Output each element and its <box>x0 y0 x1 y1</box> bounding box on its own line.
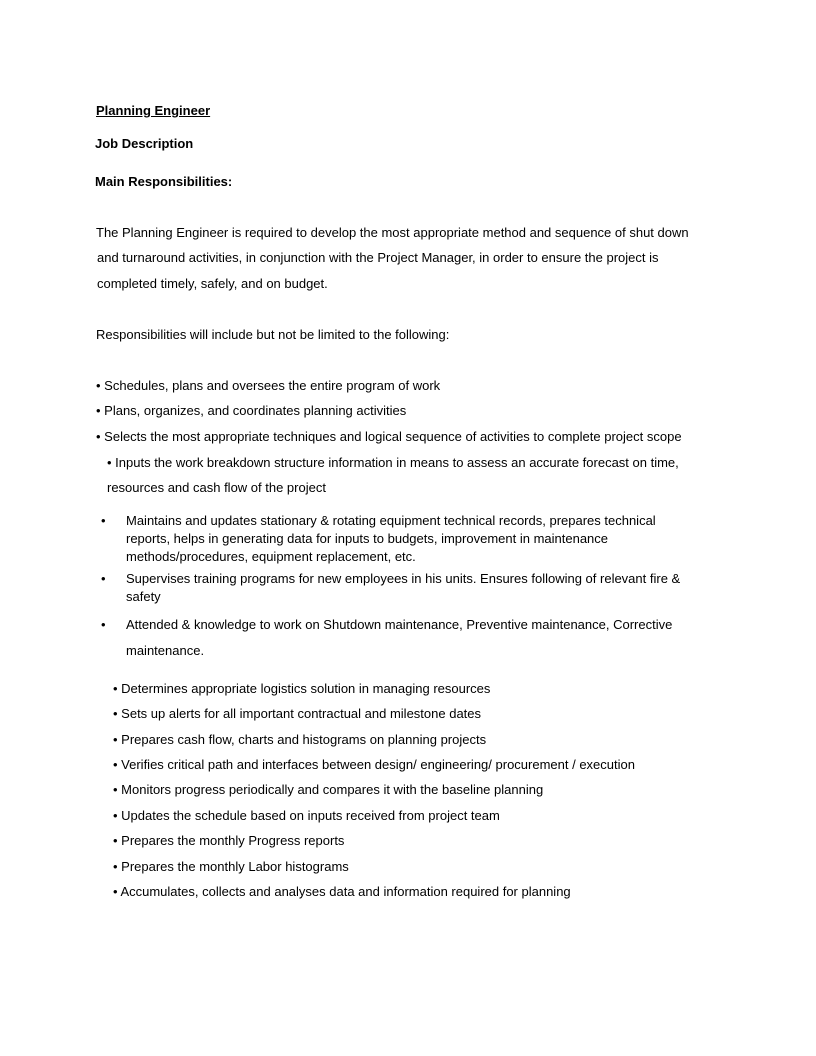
list-item: • Sets up alerts for all important contractual and milestone dates <box>113 706 482 721</box>
bullet-icon: • <box>101 571 106 586</box>
list-item: • Prepares the monthly Labor histograms <box>113 859 349 874</box>
list-item: • Verifies critical path and interfaces between design/ engineering/ procurement / execution <box>113 757 635 772</box>
intro-line: completed timely, safely, and on budget. <box>97 276 328 291</box>
list-item: • Determines appropriate logistics solution in managing resources <box>113 681 491 696</box>
list-item: • Inputs the work breakdown structure information in means to assess an accurate forecast on time, <box>107 455 679 470</box>
list-item: • Prepares cash flow, charts and histograms on planning projects <box>113 732 487 747</box>
list-item: • Updates the schedule based on inputs received from project team <box>113 808 500 823</box>
job-description-heading: Job Description <box>95 136 194 151</box>
list-item: • Prepares the monthly Progress reports <box>113 833 345 848</box>
list-item: • Monitors progress periodically and compares it with the baseline planning <box>113 782 544 797</box>
main-responsibilities-heading: Main Responsibilities: <box>95 174 233 189</box>
intro-line: and turnaround activities, in conjunction with the Project Manager, in order to ensure the project is <box>97 250 659 265</box>
list-item-continuation: methods/procedures, equipment replacement, etc. <box>126 549 416 564</box>
list-item: • Schedules, plans and oversees the entire program of work <box>96 378 441 393</box>
document-title: Planning Engineer <box>96 103 211 118</box>
list-item-continuation: resources and cash flow of the project <box>107 480 326 495</box>
intro-line: The Planning Engineer is required to develop the most appropriate method and sequence of shut down <box>96 225 689 240</box>
list-item-continuation: reports, helps in generating data for inputs to budgets, improvement in maintenance <box>126 531 609 546</box>
list-item: • Accumulates, collects and analyses data and information required for planning <box>113 884 571 899</box>
list-item: Attended & knowledge to work on Shutdown maintenance, Preventive maintenance, Corrective <box>126 617 673 632</box>
list-item-continuation: maintenance. <box>126 643 205 658</box>
list-item: • Selects the most appropriate techniques and logical sequence of activities to complete project scope <box>96 429 682 444</box>
bullet-icon: • <box>101 513 106 528</box>
list-item: Maintains and updates stationary & rotating equipment technical records, prepares technical <box>126 513 656 528</box>
list-item: • Plans, organizes, and coordinates planning activities <box>96 403 407 418</box>
responsibilities-lead: Responsibilities will include but not be limited to the following: <box>96 327 450 342</box>
list-item: Supervises training programs for new employees in his units. Ensures following of relevant fire & <box>126 571 681 586</box>
list-item-continuation: safety <box>126 589 161 604</box>
bullet-icon: • <box>101 617 106 632</box>
